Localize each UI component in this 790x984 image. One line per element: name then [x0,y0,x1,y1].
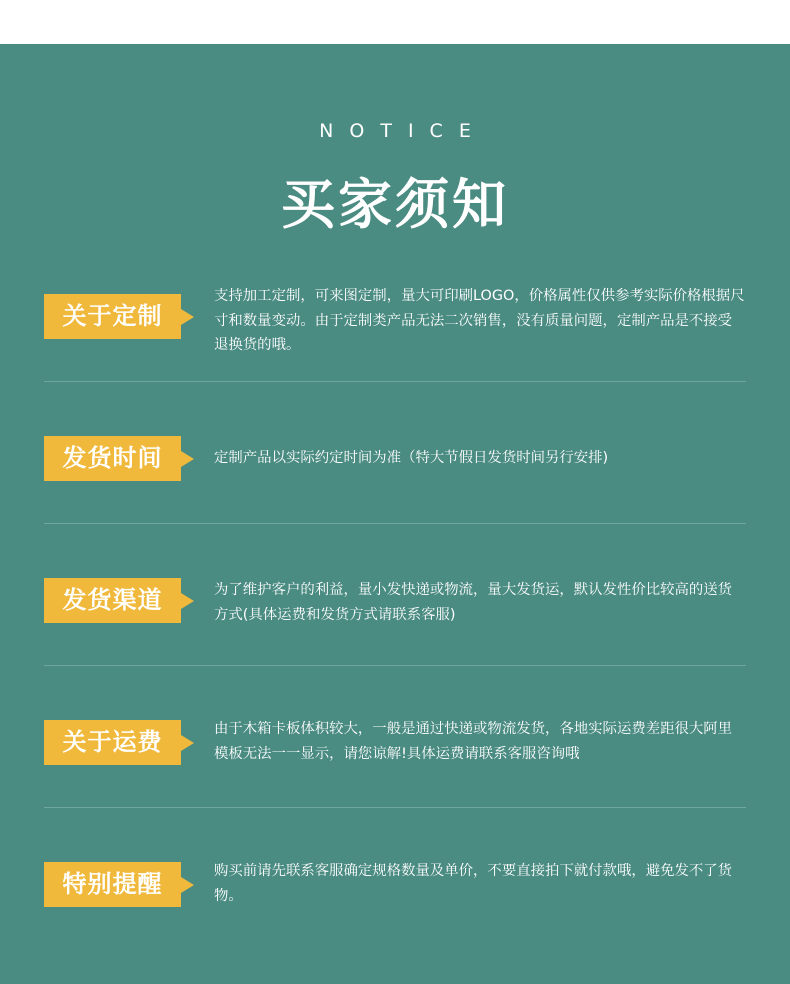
divider [44,381,746,382]
section-tag-ship-channel: 发货渠道 [44,578,181,623]
divider [44,807,746,808]
section-freight [44,696,746,838]
section-tag-custom: 关于定制 [44,294,181,339]
section-reminder [44,838,746,980]
section-tag-ship-time: 发货时间 [44,436,181,481]
divider [44,665,746,666]
section-tag-freight: 关于运费 [44,720,181,765]
page-title: 买家须知 [281,173,509,236]
section-text-freight: 由于木箱卡板体积较大，一般是通过快递或物流发货，各地实际运费差距很大阿里模板无法一一显示，请您谅解!具体运费请联系客服咨询哦 [214,721,733,762]
divider [44,523,746,524]
section-text-ship-channel: 为了维护客户的利益，量小发快递或物流，量大发货运，默认发性价比较高的送货方式(具体运费和发货方式请联系客服) [214,582,733,623]
section-ship-channel [44,554,746,696]
section-text-ship-time: 定制产品以实际约定时间为准（特大节假日发货时间另行安排) [214,450,609,466]
section-ship-time [44,412,746,554]
notice-label: NOTICE [319,120,487,142]
section-custom [44,270,746,412]
section-text-reminder: 购买前请先联系客服确定规格数量及单价，不要直接拍下就付款哦，避免发不了货物。 [214,863,733,904]
notice-panel [0,44,790,984]
section-tag-reminder: 特别提醒 [44,862,181,907]
section-text-custom: 支持加工定制，可来图定制，量大可印刷LOGO，价格属性仅供参考实际价格根据尺寸和数量变动。由于定制类产品无法二次销售，没有质量问题，定制产品是不接受退换货的哦。 [214,288,745,353]
